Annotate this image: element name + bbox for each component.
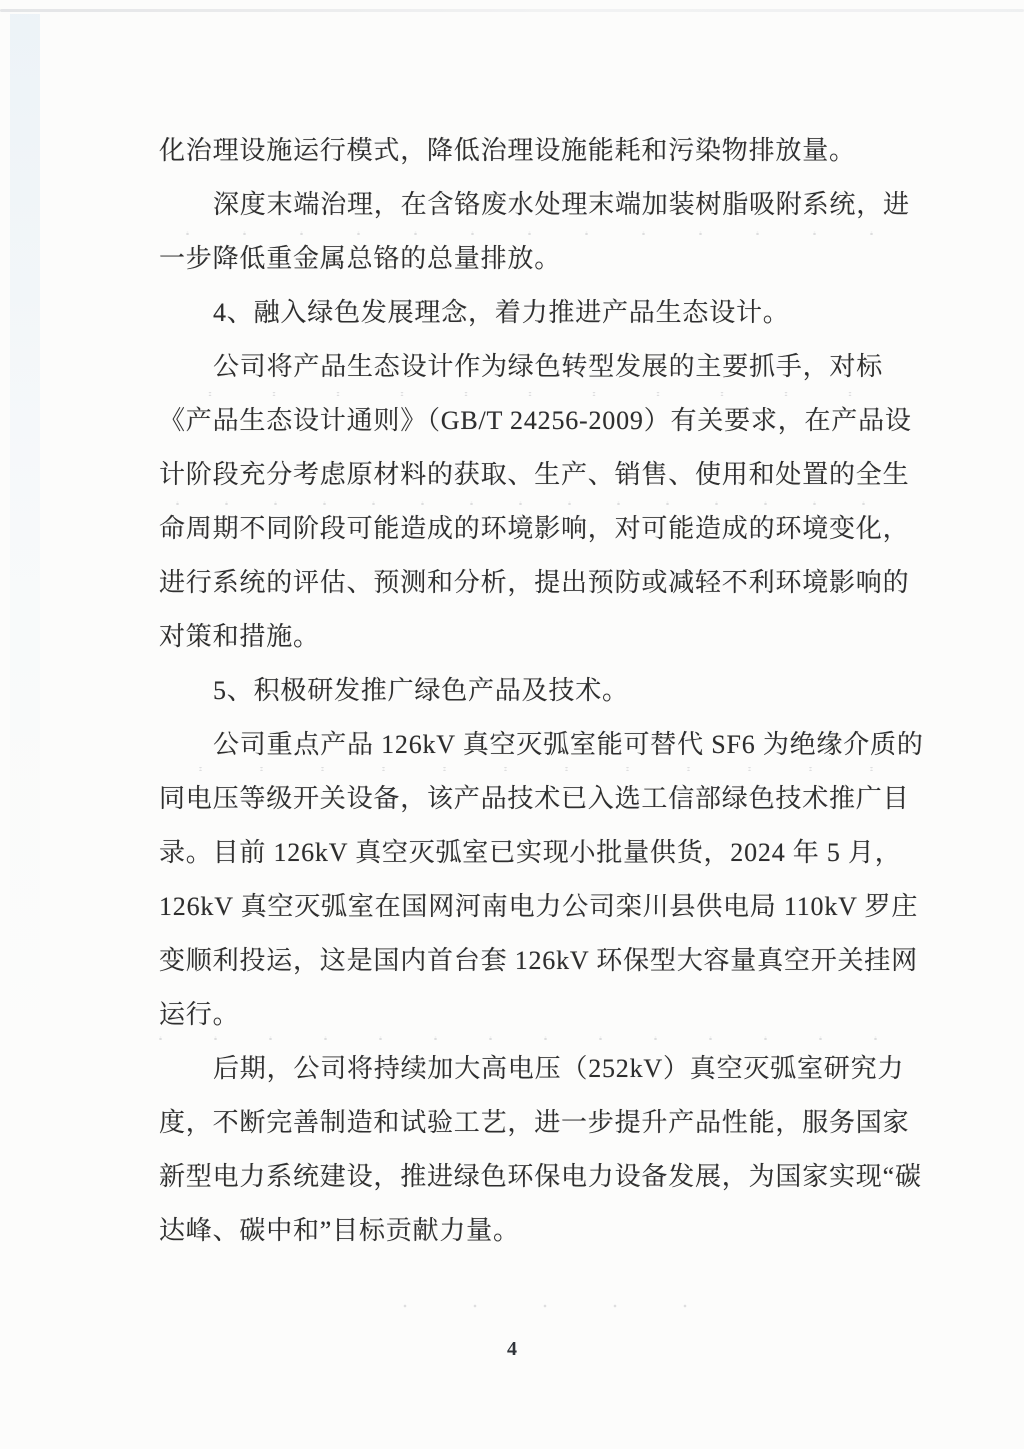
text-line: 度，不断完善制造和试验工艺，进一步提升产品性能，服务国家 <box>159 1108 910 1137</box>
scan-noise-row <box>370 1304 700 1308</box>
text-line: 新型电力系统建设，推进绿色环保电力设备发展，为国家实现“碳 <box>159 1162 922 1191</box>
text-line: 公司重点产品 126kV 真空灭弧室能可替代 SF6 为绝缘介质的 <box>213 730 924 759</box>
text-line: 对策和措施。 <box>159 622 320 651</box>
text-line: 计阶段充分考虑原材料的获取、生产、销售、使用和处置的全生 <box>159 460 910 489</box>
text-line: 后期，公司将持续加大高电压（252kV）真空灭弧室研究力 <box>213 1054 905 1083</box>
text-line: 5、积极研发推广绿色产品及技术。 <box>213 676 629 705</box>
text-line: 命周期不同阶段可能造成的环境影响，对可能造成的环境变化， <box>159 514 910 543</box>
text-line: 录。目前 126kV 真空灭弧室已实现小批量供货，2024 年 5 月， <box>159 838 902 867</box>
text-line: 达峰、碳中和”目标贡献力量。 <box>159 1216 520 1245</box>
scan-artifact-left-band <box>10 14 40 1094</box>
text-line: 运行。 <box>159 1000 240 1029</box>
document-body-text <box>159 124 924 1258</box>
text-line: 变顺利投运，这是国内首台套 126kV 环保型大容量真空开关挂网 <box>159 946 918 975</box>
scan-artifact-top-line <box>0 9 1024 12</box>
text-line: 《产品生态设计通则》（GB/T 24256-2009）有关要求，在产品设 <box>159 406 912 435</box>
text-line: 进行系统的评估、预测和分析，提出预防或减轻不利环境影响的 <box>159 568 910 597</box>
text-line: 4、融入绿色发展理念，着力推进产品生态设计。 <box>213 298 790 327</box>
text-line: 126kV 真空灭弧室在国网河南电力公司栾川县供电局 110kV 罗庄 <box>159 892 919 921</box>
text-line: 一步降低重金属总铬的总量排放。 <box>159 244 562 273</box>
text-line: 深度末端治理，在含铬废水处理末端加装树脂吸附系统，进 <box>213 190 910 219</box>
text-line: 同电压等级开关设备，该产品技术已入选工信部绿色技术推广目 <box>159 784 910 813</box>
page-number: 4 <box>507 1338 517 1360</box>
text-line: 化治理设施运行模式，降低治理设施能耗和污染物排放量。 <box>159 136 856 165</box>
text-line: 公司将产品生态设计作为绿色转型发展的主要抓手，对标 <box>213 352 884 381</box>
